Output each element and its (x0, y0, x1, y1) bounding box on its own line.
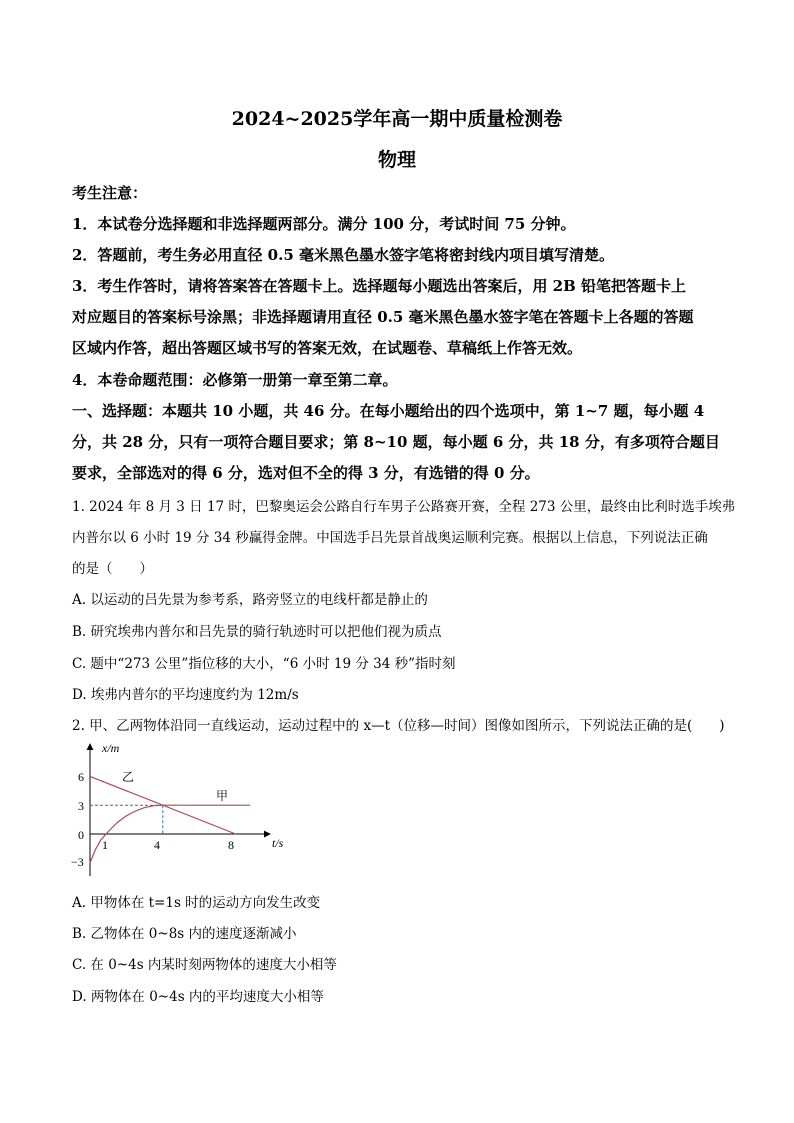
q1-option-c: C. 题中“273 公里”指位移的大小，“6 小时 19 分 34 秒”指时刻 (72, 656, 456, 672)
y-axis-label: x/m (102, 741, 120, 755)
x-tick-label-4: 4 (154, 838, 160, 852)
notice-item-1: 1．本试卷分选择题和非选择题两部分。满分 100 分，考试时间 75 分钟。 (72, 215, 576, 233)
q1-option-a: A. 以运动的吕先景为参考系，路旁竖立的电线杆都是静止的 (72, 592, 428, 608)
y-tick-label-3: 3 (78, 799, 84, 813)
q1-stem-line-3: 的是（ ） (72, 561, 153, 577)
y-tick-label-0: 0 (78, 828, 84, 842)
y-tick-label-6: 6 (78, 770, 84, 784)
exam-title: 2024~2025学年高一期中质量检测卷 (231, 108, 563, 130)
section-instructions-line-2: 分，共 28 分，只有一项符合题目要求；第 8~10 题，每小题 6 分，共 18 分，有多项符合题目 (72, 433, 720, 451)
section-instructions-line-3: 要求，全部选对的得 6 分，选对但不全的得 3 分，有选错的得 0 分。 (72, 464, 540, 482)
x-tick-label-1: 1 (102, 838, 108, 852)
notice-item-3-line-3: 区域内作答，超出答题区域书写的答案无效，在试题卷、草稿纸上作答无效。 (72, 339, 583, 357)
q2-option-d: D. 两物体在 0~4s 内的平均速度大小相等 (72, 989, 324, 1005)
notice-item-2: 2．答题前，考生务必用直径 0.5 毫米黑色墨水签字笔将密封线内项目填写清楚。 (72, 246, 614, 264)
x-tick-label-8: 8 (228, 838, 234, 852)
notice-item-3-line-1: 3．考生作答时，请将答案答在答题卡上。选择题每小题选出答案后，用 2B 铅笔把答题卡上 (72, 277, 687, 295)
series-label-jia: 甲 (216, 789, 229, 803)
notice-item-4: 4．本卷命题范围：必修第一册第一章至第二章。 (72, 371, 398, 389)
q1-option-d: D. 埃弗内普尔的平均速度约为 12m/s (72, 687, 299, 703)
q2-stem: 2. 甲、乙两物体沿同一直线运动，运动过程中的 x—t（位移—时间）图像如图所示，下列说法正确的是( ) (72, 718, 725, 734)
q2-option-b: B. 乙物体在 0~8s 内的速度逐渐减小 (72, 926, 297, 942)
q1-stem-line-2: 内普尔以 6 小时 19 分 34 秒赢得金牌。中国选手吕先景首战奥运顺利完赛。根据以上信息，下列说法正确 (72, 530, 708, 546)
subject-title: 物理 (377, 149, 416, 171)
q2-option-c: C. 在 0~4s 内某时刻两物体的速度大小相等 (72, 957, 337, 973)
q1-option-b: B. 研究埃弗内普尔和吕先景的骑行轨迹时可以把他们视为质点 (72, 624, 442, 640)
y-tick-label-minus-3: −3 (71, 855, 84, 869)
series-label-yi: 乙 (122, 770, 135, 784)
notice-heading: 考生注意： (72, 184, 148, 202)
section-instructions-line-1: 一、选择题：本题共 10 小题，共 46 分。在每小题给出的四个选项中，第 1~7 题，每小题 4 (72, 402, 705, 420)
q1-stem-line-1: 1. 2024 年 8 月 3 日 17 时，巴黎奥运会公路自行车男子公路赛开赛，全程 273 公里，最终由比利时选手埃弗 (72, 499, 736, 515)
xt-graph (70, 740, 310, 880)
q2-option-a: A. 甲物体在 t=1s 时的运动方向发生改变 (72, 895, 321, 911)
notice-item-3-line-2: 对应题目的答案标号涂黑；非选择题请用直径 0.5 毫米黑色墨水签字笔在答题卡上各题的答题 (72, 308, 694, 326)
x-axis-label: t/s (272, 836, 284, 850)
